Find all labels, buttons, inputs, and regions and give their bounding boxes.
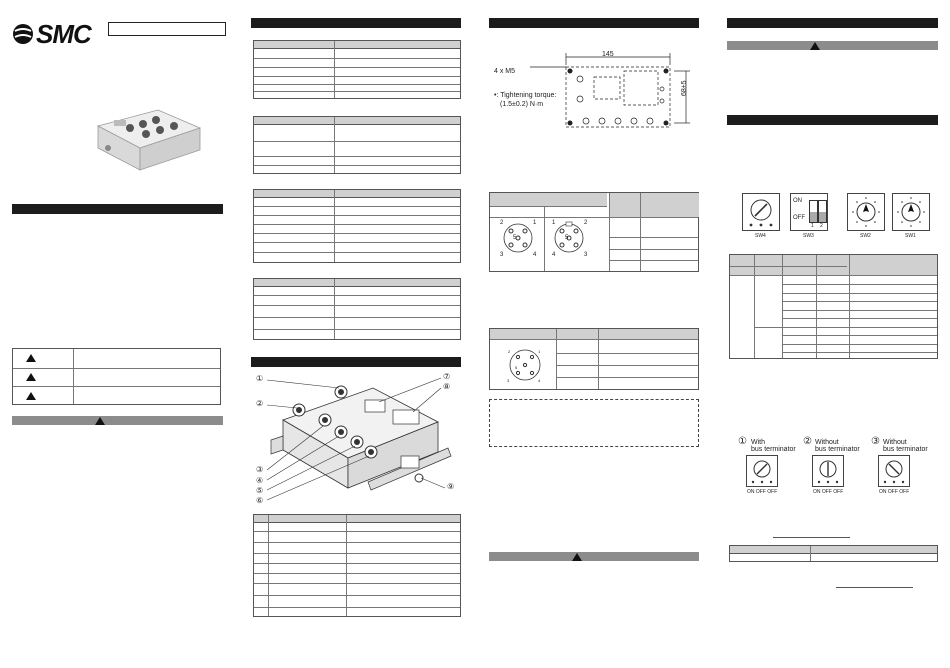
caution-header-bar [489,552,699,561]
sw4-label: SW4 [755,233,766,239]
term-opt1-l2: bus terminator [751,446,796,453]
callout-4: ④ [256,476,264,485]
spec-table [253,278,461,340]
smc-logo-text: SMC [36,19,91,49]
pin-label: 2 [500,220,504,226]
section-header-bar [251,18,461,28]
rotary-switch-icon [879,456,909,486]
rotary-switch-icon [848,194,884,230]
reference-link[interactable] [836,587,913,588]
callout-2: ② [256,399,264,408]
rotary-switch-icon [893,194,929,230]
rotary-switch-icon [813,456,843,486]
parts-diagram [253,370,463,505]
term-scale-1: ON OFF OFF [747,489,778,495]
section-header-bar [727,115,938,125]
callout-5: ⑤ [256,486,264,495]
term-opt3-l2: bus terminator [883,446,928,453]
reference-link[interactable] [773,537,850,538]
callout-1: ① [256,374,264,383]
warning-icon [572,553,582,561]
warning-icon [810,42,820,50]
rotary-switch-icon [743,194,779,230]
callout-6: ⑥ [256,496,264,505]
torque-line1: •: Tightening torque: [494,92,557,99]
switch-sw1[interactable] [892,193,930,231]
sw3-off-label: OFF [793,215,805,221]
spec-table [253,40,461,99]
pin-label: 3 [507,378,510,383]
switch-setting-table [729,254,938,359]
term-scale-2: ON OFF OFF [813,489,844,495]
section-header-bar [489,18,699,28]
caution-header-bar [727,41,938,50]
warning-icon [95,417,105,425]
pin-label: 3 [500,252,504,258]
callout-3: ③ [256,465,264,474]
warning-icon [26,354,36,362]
spec-table [253,189,461,263]
pin-label: 1 [533,220,537,226]
term-opt3-l1: Without [883,439,907,446]
spec-table [253,116,461,174]
pin-label: 5 [515,365,518,370]
dim-width: 145 [602,51,614,58]
section-header-bar [12,204,223,214]
term-opt1-l1: With [751,439,765,446]
dim-height: 68±5 [681,80,688,96]
pin-label: 3 [584,252,588,258]
switch-sw4[interactable] [742,193,780,231]
safety-symbol-table [12,348,221,405]
sw2-label: SW2 [860,233,871,239]
term-opt2-l2: bus terminator [815,446,860,453]
reference-table [729,545,938,562]
pin-label: 4 [538,378,541,383]
callout-7: ⑦ [443,372,451,381]
term-opt3-num: ③ [871,436,880,447]
connector-face-a [500,220,536,256]
sw1-label: SW1 [905,233,916,239]
term-opt2-num: ② [803,436,812,447]
terminator-switch-3[interactable] [878,455,910,487]
smc-logo [12,18,102,50]
pin-label: 4 [552,252,556,258]
term-scale-3: ON OFF OFF [879,489,910,495]
note-box [489,399,699,447]
warning-header-bar [12,416,223,425]
pin-label: 1 [552,220,556,226]
pin-label: 4 [533,252,537,258]
switch-sw3[interactable] [790,193,828,231]
sw3-on-label: ON [793,198,802,204]
term-opt1-num: ① [738,436,747,447]
sw3-label: SW3 [803,233,814,239]
callout-9: ⑨ [447,482,455,491]
pin-label: 2 [584,220,588,226]
warning-icon [26,373,36,381]
warning-icon [26,392,36,400]
pin-label: 5 [513,235,517,241]
mount-screw: 4 x M5 [494,68,516,75]
pin-label: 5 [565,235,569,241]
section-header-bar [727,18,938,28]
document-number-box [108,22,226,36]
section-header-bar [251,357,461,367]
pin-label: 2 [508,349,511,354]
rotary-switch-icon [747,456,777,486]
callout-8: ⑧ [443,382,451,391]
sw3-num-1: 1 [811,223,814,229]
pin-label: 1 [538,349,541,354]
sw3-num-2: 2 [820,223,823,229]
terminator-switch-2[interactable] [812,455,844,487]
connector-face-b [551,220,587,256]
terminator-switch-1[interactable] [746,455,778,487]
parts-table [253,514,461,617]
switch-sw2[interactable] [847,193,885,231]
torque-line2: (1.5±0.2) N·m [500,101,544,108]
product-image [88,98,208,178]
term-opt2-l1: Without [815,439,839,446]
